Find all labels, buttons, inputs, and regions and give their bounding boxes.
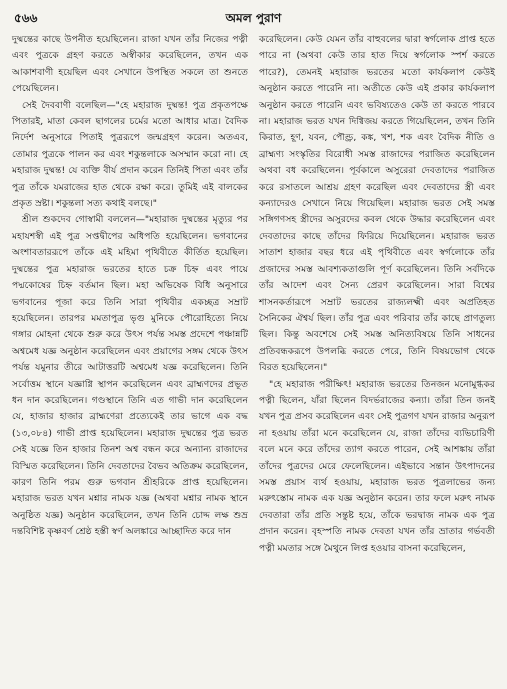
paragraph: দুষ্মন্তের কাছে উপনীত হয়েছিলেন। রাজা যখন তাঁর নিজের পত্নী এবং পুত্রকে গ্রহণ করতে অস্বীকার করেছিলেন, তখন এক আকাশবাণী হয়েছিল এবং সেখানে উপস্থিত সকলে তা শুনতে পেয়েছিলেন। [12, 34, 248, 95]
paragraph: করেছিলেন। কেউ যেমন তাঁর বাহুবলের দ্বারা স্বর্গলোক প্রাপ্ত হতে পারে না (অথবা কেউ তার হাত দিয়ে স্বর্গলোক স্পর্শ করতে পারে?), তেমনই মহারাজ ভরতের মতো কার্যকলাপ কেউই অনুষ্ঠান করতে পারেনি না। অতীতে কেউ এই প্রকার কার্যকলাপ অনুষ্ঠান করতে পারেনি এবং ভবিষ্যতেও কেউ তা করতে পারবে না। মহারাজ ভরত যখন দিগ্বিজয় করতে গিয়েছিলেন, তখন তিনি কিরাত, হূণ, যবন, পৌণ্ড্র, কঙ্ক, খশ, শক এবং বৈদিক নীতি ও ব্রাহ্মণ্য সংস্কৃতির বিরোধী সমস্ত রাজাদের পরাজিত করেছিলেন অথবা বধ করেছিলেন। পূর্বকালে অসুরেরা দেবতাদের পরাজিত করে রসাতলে আশ্রয় গ্রহণ করেছিল এবং দেবতাদের স্ত্রী এবং কন্যাদেরও সেখানে নিয়ে গিয়েছিল। মহারাজ ভরত সেই সমস্ত সঙ্গিগণসহ স্ত্রীদের অসুরদের কবল থেকে উদ্ধার করেছিলেন এবং দেবতাদের কাছে তাঁদের ফিরিয়ে দিয়েছিলেন। মহারাজ ভরত সাতাশ হাজার বছর ধরে এই পৃথিবীতে এবং স্বর্গলোকে তাঁর প্রজাদের সমস্ত আবশ্যকতাগুলি পূর্ণ করেছিলেন। তিনি সর্বদিকে তাঁর আদেশ এবং সৈন্য প্রেরণ করেছিলেন। সারা বিশ্বের শাসনকর্তারূপে সম্রাট ভরতের রাজ্যলক্ষ্মী এবং অপ্রতিহত সৈনিকের ঐশ্বর্য ছিল। তাঁর পুত্র এবং পরিবার তাঁর কাছে প্রাণতুল্য ছিল। কিন্তু অবশেষে সেই সমস্ত অনিত্যবিষয়ে তিনি সাধনের প্রতিবন্ধকরূপে উপলব্ধি করতে পেরে, তিনি বিষয়ভোগ থেকে বিরত হয়েছিলেন।" [259, 34, 495, 374]
page-header [14, 10, 493, 28]
left-column [12, 32, 248, 541]
paragraph: সেই দৈববাণী বলেছিল—"হে মহারাজ দুষ্মন্ত! পুত্র প্রকৃতপক্ষে পিতারই, মাতা কেবল ছাগলের চর্মের মতো আধার মাত্র। বৈদিক নির্দেশ অনুসারে পিতাই পুত্ররূপে জন্মগ্রহণ করেন। অতএব, তোমার পুত্রকে পালন কর এবং শকুন্তলাকে অসম্মান করো না। হে মহারাজ দুষ্মন্ত! যে ব্যক্তি বীর্য প্রদান করেন তিনিই পিতা এবং তাঁর পুত্র তাঁকে যমরাজের হাত থেকে রক্ষা করে। তুমিই এই বালকের প্রকৃত স্রষ্টা। শকুন্তলা সত্য কথাই বলছে।" [12, 99, 248, 210]
page-number: ৫৬৬ [14, 11, 38, 25]
running-title: অমল পুরাণ [225, 11, 282, 25]
paragraph: শ্রীল শুকদেব গোস্বামী বললেন—"মহারাজ দুষ্মন্তের মৃত্যুর পর মহাযশস্বী এই পুত্র সপ্তদ্বীপের অধিপতি হয়েছিলেন। ভগবানের অংশাবতাররূপে তাঁকে এই মহিমা পৃথিবীতে কীর্তিত হয়েছিল। দুষ্মন্তের পুত্র মহারাজ ভরতের হাতে চক্র চিহ্ন এবং পায়ে পদ্মকোষের চিহ্ন বর্তমান ছিল। মহা অভিষেক বিধি অনুসারে ভগবানের পূজা করে তিনি সারা পৃথিবীর একচ্ছত্র সম্রাট হয়েছিলেন। তারপর মমতাপুত্র ভৃগু মুনিকে পৌরোহিত্যে নিয়ে গঙ্গার মোহনা থেকে শুরু করে উৎস পর্যন্ত সমস্ত প্রদেশে পঞ্চান্নটি অশ্বমেধ যজ্ঞ অনুষ্ঠান করেছিলেন এবং প্রয়াগের সঙ্গম থেকে উৎস পর্যন্ত যমুনার তীরে আটাত্তরটি অশ্বমেধ যজ্ঞ করেছিলেন। তিনি সর্বোত্তম স্থানে যজ্ঞাগ্নি স্থাপন করেছিলেন এবং ব্রাহ্মণদের প্রভূত ধন দান করেছিলেন। গণ্ডস্থানে তিনি এত গাভী দান করেছিলেন যে, হাজার হাজার ব্রাহ্মণেরা প্রত্যেকেই তার ভাগে এক বদ্ধ (১৩,০৮৪) গাভী প্রাপ্ত হয়েছিলেন। মহারাজ দুষ্মন্তের পুত্র ভরত সেই যজ্ঞে তিন হাজার তিনশ অশ্ব বন্ধন করে অন্যান্য রাজাদের বিস্মিত করেছিলেন। তিনি দেবতাদের বৈভব অতিক্রম করেছিলেন, কারণ তিনি পরম গুরু ভগবান শ্রীহরিকে প্রাপ্ত হয়েছিলেন। মহারাজ ভরত যখন মশ্নার নামক যজ্ঞ (অথবা মশ্নার নামক স্থানে অনুষ্ঠিত যজ্ঞ) অনুষ্ঠান করেছিলেন, তখন তিনি চোদ্দ লক্ষ শুভ্র দন্তবিশিষ্ট কৃষ্ণবর্ণ শ্রেষ্ঠ হস্তী স্বর্ণ অলঙ্কারে আচ্ছাদিত করে দান [12, 214, 248, 538]
right-column [259, 32, 495, 557]
paragraph: "হে মহারাজ পরীক্ষিৎ! মহারাজ ভরতের তিনজন মনোমুগ্ধকর পত্নী ছিলেন, যাঁরা ছিলেন বিদর্ভরাজের কন্যা। তাঁরা তিন জনই যখন পুত্র প্রসব করেছিলেন এবং সেই পুত্রগণ যখন রাজার অনুরূপ না হওয়ায় তাঁরা মনে করেছিলেন যে, রাজা তাঁদের ব্যভিচারিণী বলে মনে করে তাঁদের ত্যাগ করতে পারেন, সেই আশঙ্কায় তাঁরা তাঁদের পুত্রদের মেরে ফেলেছিলেন। এইভাবে সন্তান উৎপাদনের সমস্ত প্রয়াস ব্যর্থ হওয়ায়, মহারাজ ভরত পুত্রলাভের জন্য মরুৎস্তোম নামক এক যজ্ঞ অনুষ্ঠান করেন। তার ফলে মরুৎ নামক দেবতারা তাঁর প্রতি সন্তুষ্ট হয়ে, তাঁকে ভরদ্বাজ নামক এক পুত্র প্রদান করেন। বৃহস্পতি নামক দেবতা যখন তাঁর ভ্রাতার গর্ভবতী পত্নী মমতার সঙ্গে মৈথুনে লিপ্ত হওয়ার বাসনা করেছিলেন, [259, 378, 495, 554]
